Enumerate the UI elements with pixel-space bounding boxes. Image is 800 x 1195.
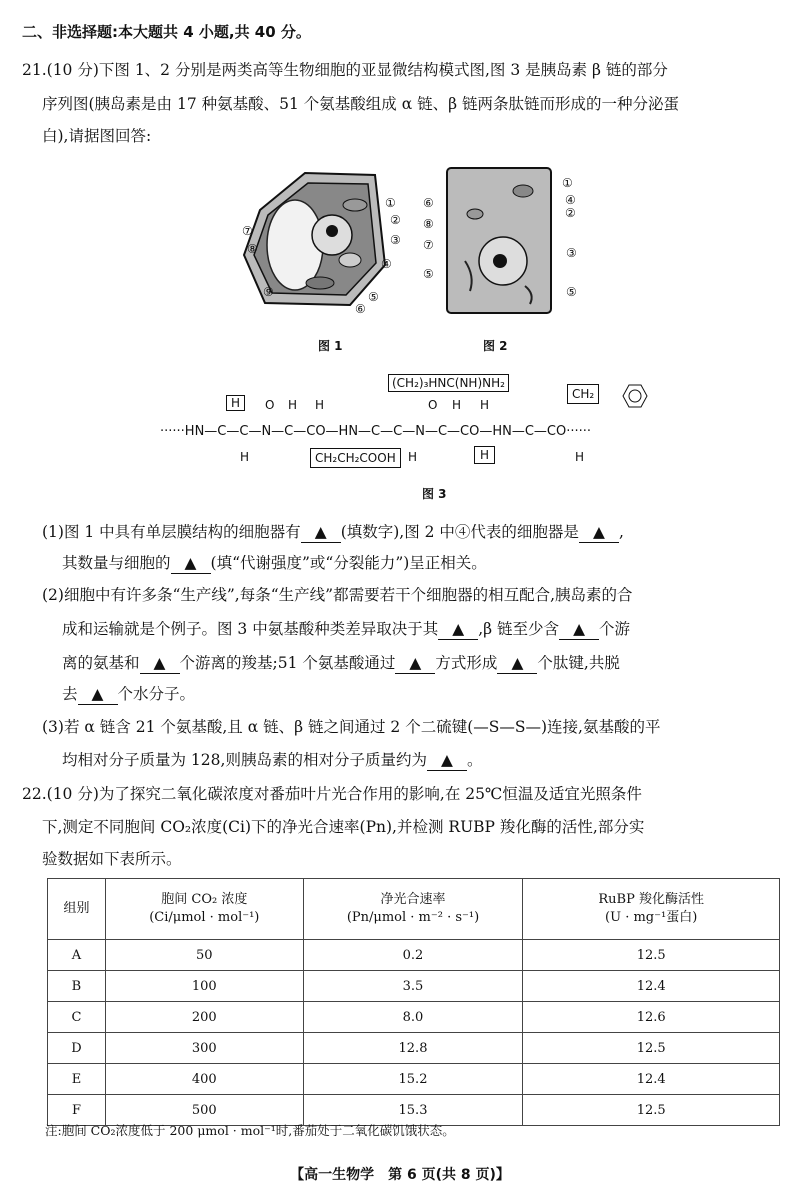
q21-p1-line-2 bbox=[62, 553, 487, 574]
peptide-backbone: ······HN—C—C—N—C—CO—HN—C—C—N—C—CO—HN—C—CO······ bbox=[160, 424, 592, 439]
fig1-label-8: ⑧ bbox=[247, 242, 258, 256]
q21-p2-line-2 bbox=[62, 619, 630, 640]
q22-line-1: 22.(10 分)为了探究二氧化碳浓度对番茄叶片光合作用的影响,在 25℃恒温及适宜光照条件 bbox=[22, 785, 642, 803]
data-table bbox=[47, 878, 780, 1126]
q21-p2-text-i: 去 bbox=[62, 685, 78, 703]
q21-p2-text-c: ,β 链至少含 bbox=[478, 620, 560, 638]
table-cell: 100 bbox=[105, 971, 303, 1002]
answer-blank[interactable]: ▲ bbox=[579, 522, 619, 543]
figure-3-caption: 图 3 bbox=[422, 487, 447, 501]
fig2-label-6: ⑥ bbox=[423, 196, 434, 210]
h-1: H bbox=[288, 398, 298, 412]
table-header-cell: 净光合速率 (Pn/μmol · m⁻² · s⁻¹) bbox=[303, 879, 523, 940]
table-cell: E bbox=[48, 1064, 106, 1095]
r-group-3: (CH₂)₃HNC(NH)NH₂ bbox=[388, 374, 509, 392]
table-cell: D bbox=[48, 1033, 106, 1064]
fig1-label-2: ② bbox=[390, 213, 401, 227]
table-row bbox=[48, 1002, 780, 1033]
h-4: H bbox=[480, 398, 490, 412]
table-note: 注:胞间 CO₂浓度低于 200 μmol · mol⁻¹时,番茄处于二氧化碳饥饿状态。 bbox=[45, 1123, 455, 1138]
q21-p1-text-d: (填“代谢强度”或“分裂能力”)呈正相关。 bbox=[210, 554, 487, 572]
q21-p1-text-b: (填数字),图 2 中④代表的细胞器是 bbox=[340, 523, 579, 541]
r-group-4: H bbox=[474, 446, 495, 464]
q21-p2-text-g: 方式形成 bbox=[435, 654, 498, 672]
answer-blank[interactable]: ▲ bbox=[395, 653, 435, 674]
table-cell: 12.4 bbox=[523, 971, 780, 1002]
fig1-label-1: ① bbox=[385, 196, 396, 210]
table-cell: A bbox=[48, 940, 106, 971]
table-header-cell: 胞间 CO₂ 浓度 (Ci/μmol · mol⁻¹) bbox=[105, 879, 303, 940]
section-title: 二、非选择题:本大题共 4 小题,共 40 分。 bbox=[22, 23, 311, 41]
q21-p3-line-2: 均相对分子质量为 128,则胰岛素的相对分子质量约为 ▲ 。 bbox=[62, 751, 483, 769]
fig2-label-5a: ⑤ bbox=[423, 267, 434, 281]
h-6: H bbox=[408, 450, 418, 464]
h-2: H bbox=[315, 398, 325, 412]
table-cell: 400 bbox=[105, 1064, 303, 1095]
table-cell: 3.5 bbox=[303, 971, 523, 1002]
r-group-2: CH₂CH₂COOH bbox=[310, 448, 401, 468]
q21-p2-line-3 bbox=[62, 653, 620, 674]
table-cell: 12.6 bbox=[523, 1002, 780, 1033]
q21-p1-text-a: (1)图 1 中具有单层膜结构的细胞器有 bbox=[42, 523, 301, 541]
fig1-label-6: ⑥ bbox=[355, 302, 366, 316]
table-cell: 50 bbox=[105, 940, 303, 971]
table-header-row bbox=[48, 879, 780, 940]
answer-blank[interactable]: ▲ bbox=[301, 522, 341, 543]
q21-p2-line-1: (2)细胞中有许多条“生产线”,每条“生产线”都需要若干个细胞器的相互配合,胰岛素的合 bbox=[42, 586, 633, 604]
q21-p2-text-b: 成和运输就是个例子。图 3 中氨基酸种类差异取决于其 bbox=[62, 620, 439, 638]
q21-p2-text-f: 个游离的羧基;51 个氨基酸通过 bbox=[179, 654, 396, 672]
r-group-1: H bbox=[226, 395, 245, 411]
answer-blank[interactable]: ▲ bbox=[559, 619, 599, 640]
answer-blank[interactable]: ▲ bbox=[171, 553, 211, 574]
fig1-label-3: ③ bbox=[390, 233, 401, 247]
fig2-label-8: ⑧ bbox=[423, 217, 434, 231]
oxygen-2: O bbox=[428, 398, 438, 412]
fig2-label-1: ① bbox=[562, 176, 573, 190]
table-cell: 12.4 bbox=[523, 1064, 780, 1095]
table-header-cell: 组别 bbox=[48, 879, 106, 940]
table-cell: 200 bbox=[105, 1002, 303, 1033]
fig1-label-7: ⑦ bbox=[242, 224, 253, 238]
answer-blank[interactable]: ▲ bbox=[438, 619, 478, 640]
figure-2-animal-cell bbox=[445, 166, 555, 316]
q21-p1-line-1: (1)图 1 中具有单层膜结构的细胞器有 ▲ (填数字),图 2 中④代表的细胞器是 ▲ , bbox=[42, 523, 624, 541]
table-cell: B bbox=[48, 971, 106, 1002]
table-cell: 12.5 bbox=[523, 940, 780, 971]
fig1-label-4: ④ bbox=[381, 257, 392, 271]
table-cell: 8.0 bbox=[303, 1002, 523, 1033]
q22-line-3: 验数据如下表所示。 bbox=[42, 850, 182, 868]
fig2-label-4: ④ bbox=[565, 193, 576, 207]
answer-blank[interactable]: ▲ bbox=[497, 653, 537, 674]
q21-p2-text-h: 个肽键,共脱 bbox=[537, 654, 620, 672]
q21-p2-text-e: 离的氨基和 bbox=[62, 654, 140, 672]
q21-p3-text-b: 均相对分子质量为 128,则胰岛素的相对分子质量约为 bbox=[62, 751, 427, 769]
fig2-label-7: ⑦ bbox=[423, 238, 434, 252]
answer-blank[interactable]: ▲ bbox=[140, 653, 180, 674]
q21-p3-line-1: (3)若 α 链含 21 个氨基酸,且 α 链、β 链之间通过 2 个二硫键(—S—S—)连接,氨基酸的平 bbox=[42, 718, 661, 736]
q21-p2-text-d: 个游 bbox=[599, 620, 631, 638]
answer-blank[interactable]: ▲ bbox=[427, 750, 467, 771]
table-cell: C bbox=[48, 1002, 106, 1033]
figure-1-plant-cell bbox=[230, 165, 410, 315]
table-cell: 0.2 bbox=[303, 940, 523, 971]
answer-blank[interactable]: ▲ bbox=[78, 684, 118, 705]
h-3: H bbox=[452, 398, 462, 412]
fig1-label-9: ⑨ bbox=[263, 285, 274, 299]
table-cell: 12.5 bbox=[523, 1033, 780, 1064]
r-group-5: CH₂ bbox=[567, 384, 599, 404]
table-row bbox=[48, 971, 780, 1002]
table-cell: 15.3 bbox=[303, 1095, 523, 1126]
table-cell: 500 bbox=[105, 1095, 303, 1126]
table-row bbox=[48, 940, 780, 971]
q21-p2-line-4 bbox=[62, 684, 195, 705]
h-5: H bbox=[240, 450, 250, 464]
table-header-cell: RuBP 羧化酶活性 (U · mg⁻¹蛋白) bbox=[523, 879, 780, 940]
table-row bbox=[48, 1033, 780, 1064]
fig2-label-2: ② bbox=[565, 206, 576, 220]
figure-2-caption: 图 2 bbox=[483, 339, 508, 353]
q22-line-2: 下,测定不同胞间 CO₂浓度(Ci)下的净光合速率(Pn),并检测 RUBP 羧化酶的活性,部分实 bbox=[42, 818, 645, 836]
table-cell: F bbox=[48, 1095, 106, 1126]
oxygen-1: O bbox=[265, 398, 275, 412]
table-cell: 12.5 bbox=[523, 1095, 780, 1126]
q21-line-2: 序列图(胰岛素是由 17 种氨基酸、51 个氨基酸组成 α 链、β 链两条肽链而形成的一种分泌蛋 bbox=[42, 95, 679, 113]
q21-p1-text-c: 其数量与细胞的 bbox=[62, 554, 171, 572]
figure-1-caption: 图 1 bbox=[318, 339, 343, 353]
page-footer: 【高一生物学 第 6 页(共 8 页)】 bbox=[290, 1167, 510, 1183]
table-row bbox=[48, 1064, 780, 1095]
table-cell: 15.2 bbox=[303, 1064, 523, 1095]
q21-p2-text-j: 个水分子。 bbox=[117, 685, 196, 703]
h-7: H bbox=[575, 450, 585, 464]
q21-line-3: 白),请据图回答: bbox=[42, 127, 152, 145]
table-cell: 300 bbox=[105, 1033, 303, 1064]
fig2-label-5b: ⑤ bbox=[566, 285, 577, 299]
fig2-label-3: ③ bbox=[566, 246, 577, 260]
fig1-label-5: ⑤ bbox=[368, 290, 379, 304]
q21-line-1: 21.(10 分)下图 1、2 分别是两类高等生物细胞的亚显微结构模式图,图 3 是胰岛素 β 链的部分 bbox=[22, 61, 668, 79]
benzene-ring-icon bbox=[615, 381, 655, 411]
table-cell: 12.8 bbox=[303, 1033, 523, 1064]
